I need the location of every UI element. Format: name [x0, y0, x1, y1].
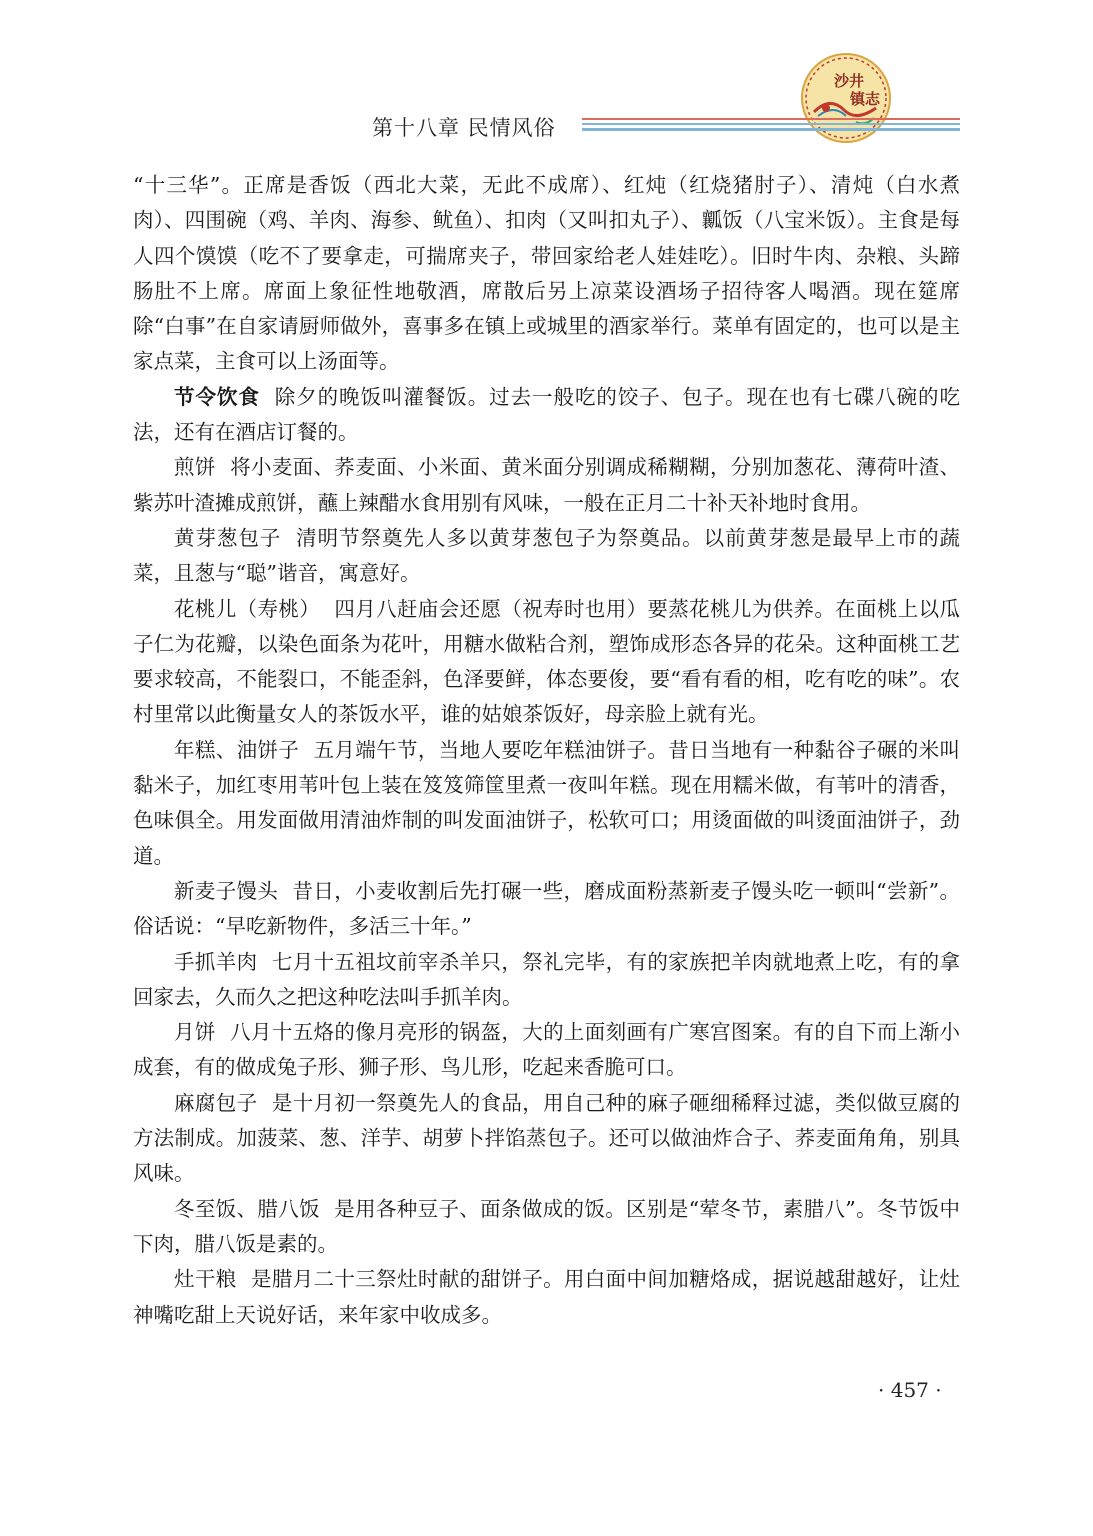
paragraph-text: 五月端午节，当地人要吃年糕油饼子。昔日当地有一种黏谷子碾的米叫黏米子，加红枣用苇叶包上装在笈笈筛筐里煮一夜叫年糕。现在用糯米做，有苇叶的清香，色味俱全。用发面做用清油炸制的叫发面油饼子，松软可口；用烫面做的叫烫面油饼子，劲道。 [133, 737, 961, 868]
header-rule [582, 118, 960, 134]
paragraph-text: 八月十五烙的像月亮形的锅盔，大的上面刻画有广寒宫图案。有的自下而上渐小成套，有的做成兔子形、狮子形、鸟儿形，吃起来香脆可口。 [133, 1020, 961, 1080]
paragraph-scallion-buns [133, 521, 960, 592]
item-heading: 手抓羊肉 [174, 949, 258, 974]
paragraph-text: 四月八赶庙会还愿（祝寿时也用）要蒸花桃儿为供养。在面桃上以瓜子仁为花瓣，以染色面条为花叶，用糖水做粘合剂，塑饰成形态各异的花朵。这种面桃工艺要求较高，不能裂口，不能歪斜，色泽要鲜，体态要俊，要“看有看的相，吃有吃的味”。农村里常以此衡量女人的茶饭水平，谁的姑娘茶饭好，母亲脸上就有光。 [133, 596, 961, 727]
item-heading: 花桃儿（寿桃） [174, 596, 321, 621]
item-heading: 月饼 [174, 1020, 216, 1045]
paragraph-hand-mutton [133, 945, 960, 1016]
paragraph-text: 除夕的晚饭叫灌餐饭。过去一般吃的饺子、包子。现在也有七碟八碗的吃法，还有在酒店订餐的。 [133, 384, 961, 445]
paragraph-hemp-buns [133, 1086, 960, 1192]
item-heading: 新麦子馒头 [174, 878, 279, 903]
paragraph-text: 将小麦面、荞麦面、小米面、黄米面分别调成稀糊糊，分别加葱花、薄荷叶渣、紫苏叶渣摊成煎饼，蘸上辣醋水食用别有风味，一般在正月二十补天补地时食用。 [133, 455, 961, 515]
item-heading: 煎饼 [174, 455, 216, 480]
item-heading: 年糕、油饼子 [174, 737, 300, 762]
paragraph-rice-cake [133, 733, 960, 874]
paragraph-festival-food [133, 380, 960, 451]
svg-text:沙井: 沙井 [834, 72, 865, 90]
section-heading: 节令饮食 [174, 384, 260, 409]
item-heading: 黄芽葱包子 [174, 525, 282, 550]
chapter-title: 第十八章 民情风俗 [372, 116, 556, 140]
item-heading: 灶干粮 [174, 1267, 237, 1292]
paragraph-text: 是用各种豆子、面条做成的饭。区别是“荤冬节，素腊八”。冬节饭中下肉，腊八饭是素的。 [133, 1196, 960, 1256]
paragraph-text: 是腊月二十三祭灶时献的甜饼子。用白面中间加糖烙成，据说越甜越好，让灶神嘴吃甜上天说好话，来年家中收成多。 [133, 1267, 961, 1327]
body-text [133, 168, 960, 1333]
paragraph-jianbing [133, 450, 960, 521]
paragraph-text: 清明节祭奠先人多以黄芽葱包子为祭奠品。以前黄芽葱是最早上市的蔬菜，且葱与“聪”谐音，寓意好。 [133, 525, 961, 586]
svg-text:镇志: 镇志 [850, 90, 881, 108]
paragraph-mooncake [133, 1015, 960, 1086]
page-header [0, 0, 1093, 150]
item-heading: 冬至饭、腊八饭 [174, 1196, 320, 1221]
paragraph-text: “十三华”。正席是香饭（西北大菜，无此不成席）、红炖（红烧猪肘子）、清炖（白水煮肉）、四围碗（鸡、羊肉、海参、鱿鱼）、扣肉（又叫扣丸子）、瓤饭（八宝米饭）。主食是每人四个馍馍（吃不了要拿走，可揣席夹子，带回家给老人娃娃吃）。旧时牛肉、杂粮、头蹄肠肚不上席。席面上象征性地敬酒，席散后另上凉菜设酒场子招待客人喝酒。现在筵席除“白事”在自家请厨师做外，喜事多在镇上或城里的酒家举行。菜单有固定的，也可以是主家点菜，主食可以上汤面等。 [133, 173, 960, 374]
paragraph-text: 是十月初一祭奠先人的食品，用自己种的麻子砸细稀释过滤，类似做豆腐的方法制成。加菠菜、葱、洋芋、胡萝卜拌馅蒸包子。还可以做油炸合子、荞麦面角角，别具风味。 [133, 1090, 961, 1186]
paragraph-new-wheat-buns [133, 874, 960, 945]
paragraph-flower-peach [133, 592, 960, 733]
paragraph-banquet [133, 168, 960, 380]
paragraph-text: 七月十五祖坟前宰杀羊只，祭礼完毕，有的家族把羊肉就地煮上吃，有的拿回家去，久而久之把这种吃法叫手抓羊肉。 [133, 949, 961, 1009]
page-number: · 457 · [878, 1378, 942, 1402]
paragraph-text: 昔日，小麦收割后先打碾一些，磨成面粉蒸新麦子馒头吃一顿叫“尝新”。俗话说：“早吃新物件，多活三十年。” [133, 878, 960, 939]
item-heading: 麻腐包子 [174, 1090, 258, 1115]
paragraph-solstice-laba [133, 1192, 960, 1263]
paragraph-kitchen-god-cake [133, 1262, 960, 1333]
